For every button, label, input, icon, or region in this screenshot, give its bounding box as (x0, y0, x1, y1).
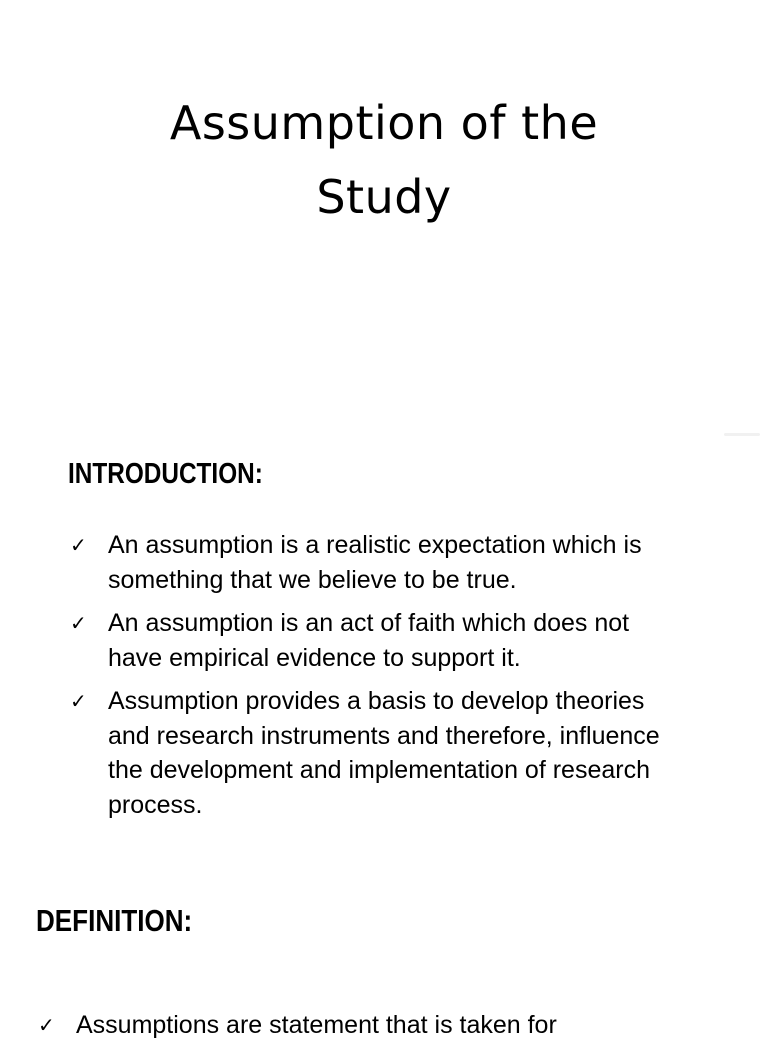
check-icon: ✓ (70, 533, 87, 557)
list-item (68, 684, 728, 822)
page-title (0, 86, 768, 234)
divider (724, 433, 760, 436)
list-item-line: Assumption provides a basis to develop theories (108, 687, 645, 715)
list-item (36, 1008, 696, 1043)
check-icon: ✓ (70, 689, 87, 713)
list-item-line: Assumptions are statement that is taken for (76, 1011, 557, 1039)
list-item (68, 606, 728, 675)
list-item-line: An assumption is an act of faith which does not (108, 609, 630, 637)
introduction-list (68, 528, 728, 831)
list-item-line: something that we believe to be true. (108, 565, 517, 594)
list-item (68, 528, 728, 597)
check-icon: ✓ (70, 611, 87, 635)
list-item-line: process. (108, 790, 203, 819)
definition-heading: DEFINITION: (36, 903, 193, 938)
list-item-line: have empirical evidence to support it. (108, 643, 521, 672)
title-line-1: Assumption of the (169, 96, 599, 150)
check-icon: ✓ (38, 1013, 55, 1037)
title-line-2: Study (316, 170, 452, 224)
list-item-line: An assumption is a realistic expectation which is (108, 531, 642, 559)
introduction-heading: INTRODUCTION: (68, 458, 263, 490)
definition-list (36, 1008, 696, 1052)
list-item-line: the development and implementation of research (108, 756, 650, 784)
list-item-line: and research instruments and therefore, influence (108, 721, 660, 750)
